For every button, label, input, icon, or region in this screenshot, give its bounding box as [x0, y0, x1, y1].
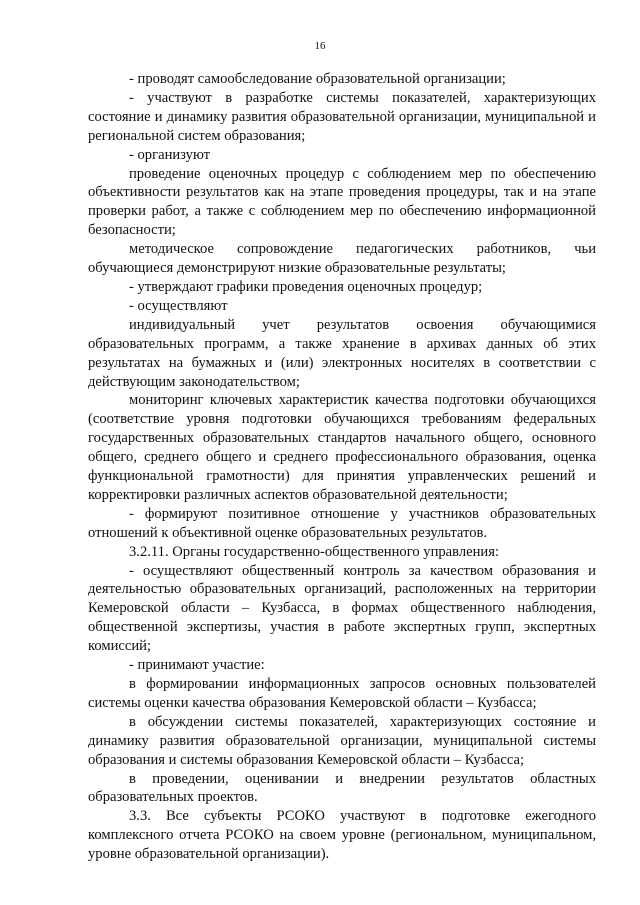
paragraph: методическое сопровождение педагогических работников, чьи обучающиеся демонстрируют низкие образовательные результаты;	[88, 241, 596, 277]
paragraph: - организуют	[129, 146, 211, 163]
paragraph: проведение оценочных процедур с соблюдением мер по обеспечению объективности результатов как на этапе проведения процедуры, так и на этапе проверки работ, а также с соблюдением мер по обеспечению информационной безопасности;	[88, 165, 596, 239]
paragraph: - формируют позитивное отношение у участников образовательных отношений к объективной оценке образовательных результатов.	[88, 505, 596, 541]
paragraph: в проведении, оценивании и внедрении результатов областных образовательных проектов.	[88, 770, 596, 806]
paragraph: индивидуальный учет результатов освоения обучающимися образовательных программ, а также хранение в архивах данных об этих результатах на бумажных и (или) электронных носителях в соответствии с действующим законодательством;	[88, 316, 596, 390]
paragraph: - проводят самообследование образовательной организации;	[129, 71, 506, 87]
paragraph: в обсуждении системы показателей, характеризующих состояние и динамику развития образовательной организации, муниципальной системы образования и системы образования Кемеровской области – Кузбасса;	[88, 713, 596, 768]
paragraph: - утверждают графики проведения оценочных процедур;	[129, 278, 483, 295]
section-heading: 3.2.11. Органы государственно-общественного управления:	[129, 543, 500, 560]
document-body	[88, 70, 596, 864]
page-number: 16	[314, 40, 326, 52]
paragraph: мониторинг ключевых характеристик качества подготовки обучающихся (соответствие уровня подготовки обучающихся требованиям федеральных государственных образовательных стандартов начального общего, основного общего, среднего общего и среднего профессионального образования, оценка функциональной грамотности) для принятия управленческих решений и корректировки различных аспектов образовательной деятельности;	[88, 392, 596, 503]
paragraph: - осуществляют общественный контроль за качеством образования и деятельностью образовательных организаций, расположенных на территории Кемеровской области – Кузбасса, в формах общественного наблюдения, общественной экспертизы, участия в работе экспертных групп, экспертных комиссий;	[88, 562, 596, 655]
paragraph: - участвуют в разработке системы показателей, характеризующих состояние и динамику развития образовательной организации, муниципальной и региональной систем образования;	[88, 89, 596, 144]
paragraph: в формировании информационных запросов основных пользователей системы оценки качества образования Кемеровской области – Кузбасса;	[88, 676, 596, 711]
paragraph: 3.3. Все субъекты РСОКО участвуют в подготовке ежегодного комплексного отчета РСОКО на своем уровне (региональном, муниципальном, уровне образовательной организации).	[88, 808, 596, 863]
paragraph: - осуществляют	[129, 297, 228, 314]
paragraph: - принимают участие:	[129, 657, 265, 674]
